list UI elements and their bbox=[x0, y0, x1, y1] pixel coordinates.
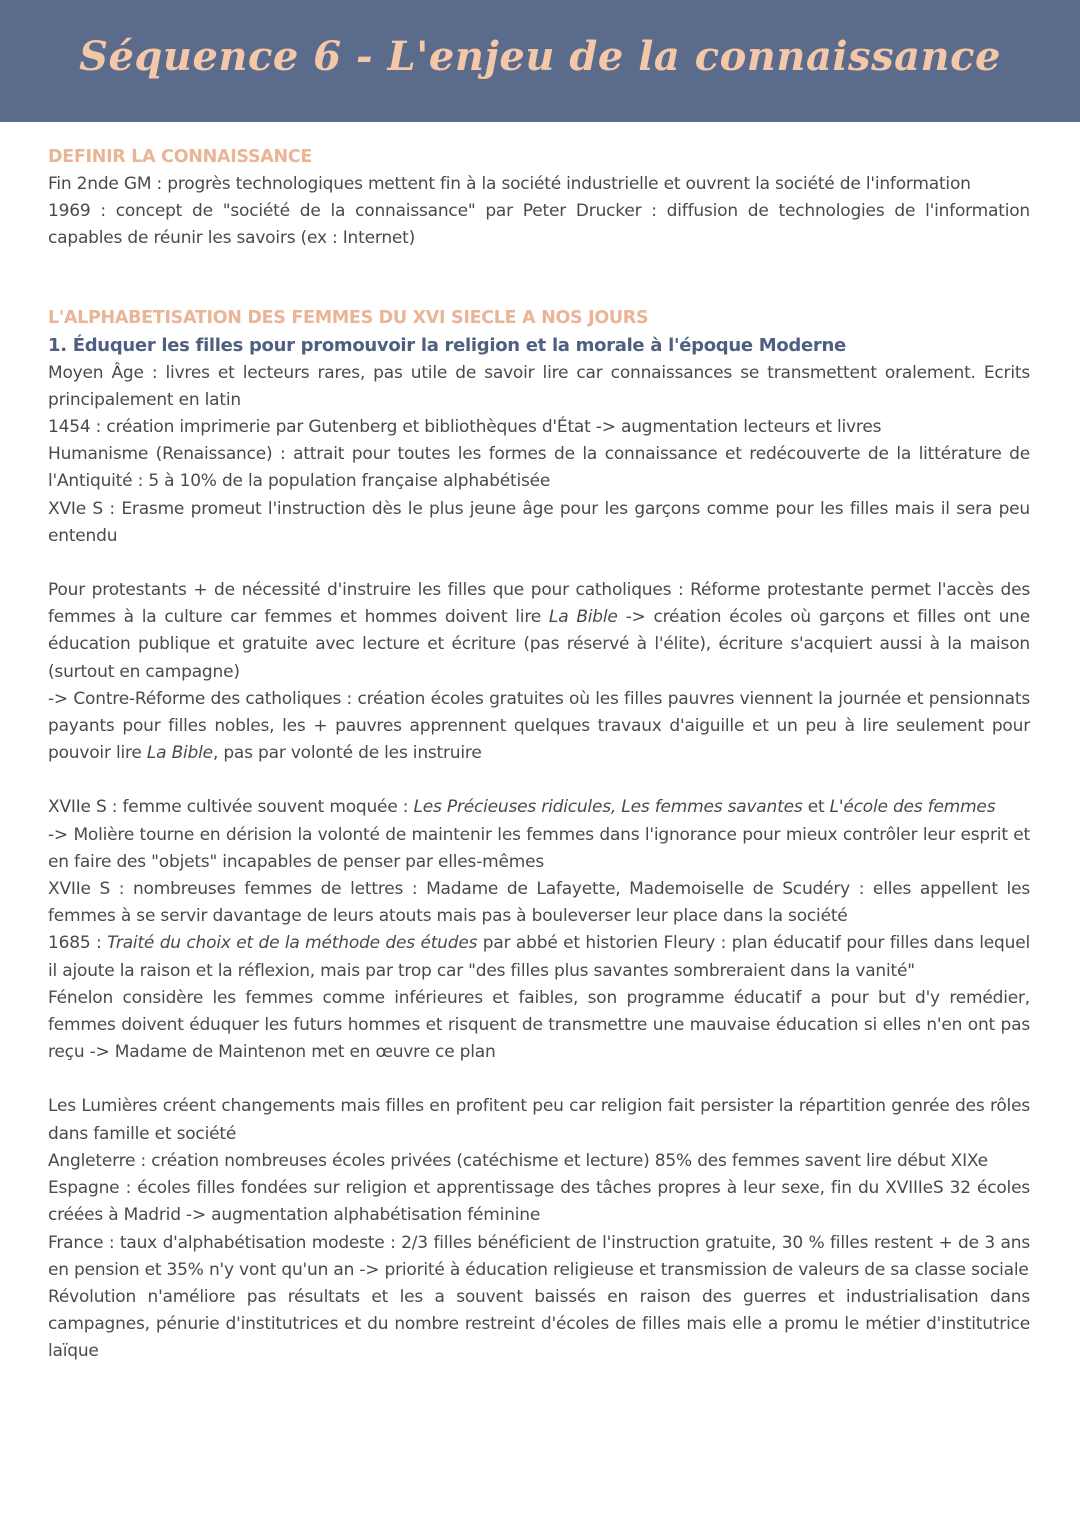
paragraph: Révolution n'améliore pas résultats et les a souvent baissés en raison des guerres et industrialisation dans campagnes, pénurie d'institutrices et du nombre restreint d'écoles de filles mais elle a promu le métier d'institutrice laïque bbox=[48, 1286, 1030, 1362]
paragraph: 1454 : création imprimerie par Gutenberg et bibliothèques d'État -> augmentation lecteurs et livres bbox=[48, 417, 882, 438]
book-title: Traité du choix et de la méthode des études bbox=[107, 933, 478, 954]
paragraph bbox=[48, 794, 1030, 821]
paragraph: Angleterre : création nombreuses écoles privées (catéchisme et lecture) 85% des femmes savent lire début XIXe bbox=[48, 1150, 988, 1171]
text-run: par abbé et historien Fleury : plan éducatif pour filles dans lequel il ajoute la raison et la réflexion, mais par trop car "des filles plus savantes sombreraient dans la vanité" bbox=[48, 933, 1030, 981]
paragraph: -> Molière tourne en dérision la volonté de maintenir les femmes dans l'ignorance pour mieux contrôler leur esprit et en faire des "objets" incapables de penser par elles-mêmes bbox=[48, 824, 1030, 872]
section-heading-definir: DEFINIR LA CONNAISSANCE bbox=[48, 147, 313, 167]
paragraph bbox=[48, 686, 1030, 768]
paragraph: Espagne : écoles filles fondées sur religion et apprentissage des tâches propres à leur sexe, fin du XVIIIeS 32 écoles créées à Madrid -> augmentation alphabétisation féminine bbox=[48, 1178, 1030, 1226]
text-run: et bbox=[802, 797, 830, 818]
document-body bbox=[48, 144, 1030, 1366]
paragraph: Les Lumières créent changements mais filles en profitent peu car religion fait persister la répartition genrée des rôles dans famille et société bbox=[48, 1096, 1030, 1144]
paragraph: Moyen Âge : livres et lecteurs rares, pas utile de savoir lire car connaissances se transmettent oralement. Ecrits principalement en latin bbox=[48, 362, 1030, 410]
text-run: , pas par volonté de les instruire bbox=[212, 743, 482, 764]
book-title: La Bible bbox=[548, 607, 618, 628]
book-title: Les femmes savantes bbox=[621, 797, 803, 818]
paragraph bbox=[48, 930, 1030, 984]
paragraph bbox=[48, 577, 1030, 686]
text-run: -> Contre-Réforme des catholiques : création écoles gratuites où les filles pauvres viennent la journée et pensionnats payants pour filles nobles, les + pauvres apprennent quelques travaux d'aiguille et un peu à lire seulement pour pouvoir lire bbox=[48, 688, 1030, 764]
paragraph: 1969 : concept de "société de la connaissance" par Peter Drucker : diffusion de technologies de l'information capables de réunir les savoirs (ex : Internet) bbox=[48, 201, 1030, 249]
book-title: Les Précieuses ridicules bbox=[413, 797, 611, 818]
book-title: L'école des femmes bbox=[829, 797, 996, 818]
paragraph: Fin 2nde GM : progrès technologiques mettent fin à la société industrielle et ouvrent la société de l'information bbox=[48, 174, 971, 194]
header-banner bbox=[0, 0, 1080, 122]
text-run: Pour protestants + de nécessité d'instruire les filles que pour catholiques : Réforme protestante permet l'accès des femmes à la culture car femmes et hommes doivent lire bbox=[48, 580, 1030, 628]
paragraph: Humanisme (Renaissance) : attrait pour toutes les formes de la connaissance et redécouverte de la littérature de l'Antiquité : 5 à 10% de la population française alphabétisée bbox=[48, 444, 1030, 492]
book-title: La Bible bbox=[146, 743, 213, 764]
paragraph: XVIe S : Erasme promeut l'instruction dès le plus jeune âge pour les garçons comme pour les filles mais il sera peu entendu bbox=[48, 498, 1030, 546]
paragraph: XVIIe S : nombreuses femmes de lettres : Madame de Lafayette, Mademoiselle de Scudéry : elles appellent les femmes à se servir davantage de leurs atouts mais pas à bouleverser leur place dans la société bbox=[48, 879, 1030, 927]
paragraph: Fénelon considère les femmes comme inférieures et faibles, son programme éducatif a pour but d'y remédier, femmes doivent éduquer les futurs hommes et risquent de transmettre une mauvaise éducation si elles n'en ont pas reçu -> Madame de Maintenon met en œuvre ce plan bbox=[48, 987, 1030, 1063]
page-title: Séquence 6 - L'enjeu de la connaissance bbox=[79, 32, 1001, 80]
sub-heading-1: 1. Éduquer les filles pour promouvoir la religion et la morale à l'époque Moderne bbox=[48, 334, 846, 356]
text-run: , bbox=[610, 797, 622, 818]
text-run: 1685 : bbox=[48, 933, 108, 954]
section-heading-alphabetisation: L'ALPHABETISATION DES FEMMES DU XVI SIECLE A NOS JOURS bbox=[48, 307, 649, 328]
text-run: XVIIe S : femme cultivée souvent moquée : bbox=[48, 797, 414, 818]
text-run: -> création écoles où garçons et filles ont une éducation publique et gratuite avec lecture et écriture (pas réservé à l'élite), écriture s'acquiert aussi à la maison (surtout en campagne) bbox=[48, 607, 1030, 682]
paragraph: France : taux d'alphabétisation modeste : 2/3 filles bénéficient de l'instruction gratuite, 30 % filles restent + de 3 ans en pension et 35% n'y vont qu'un an -> priorité à éducation religieuse et transmission de valeurs de sa classe sociale bbox=[48, 1232, 1030, 1280]
